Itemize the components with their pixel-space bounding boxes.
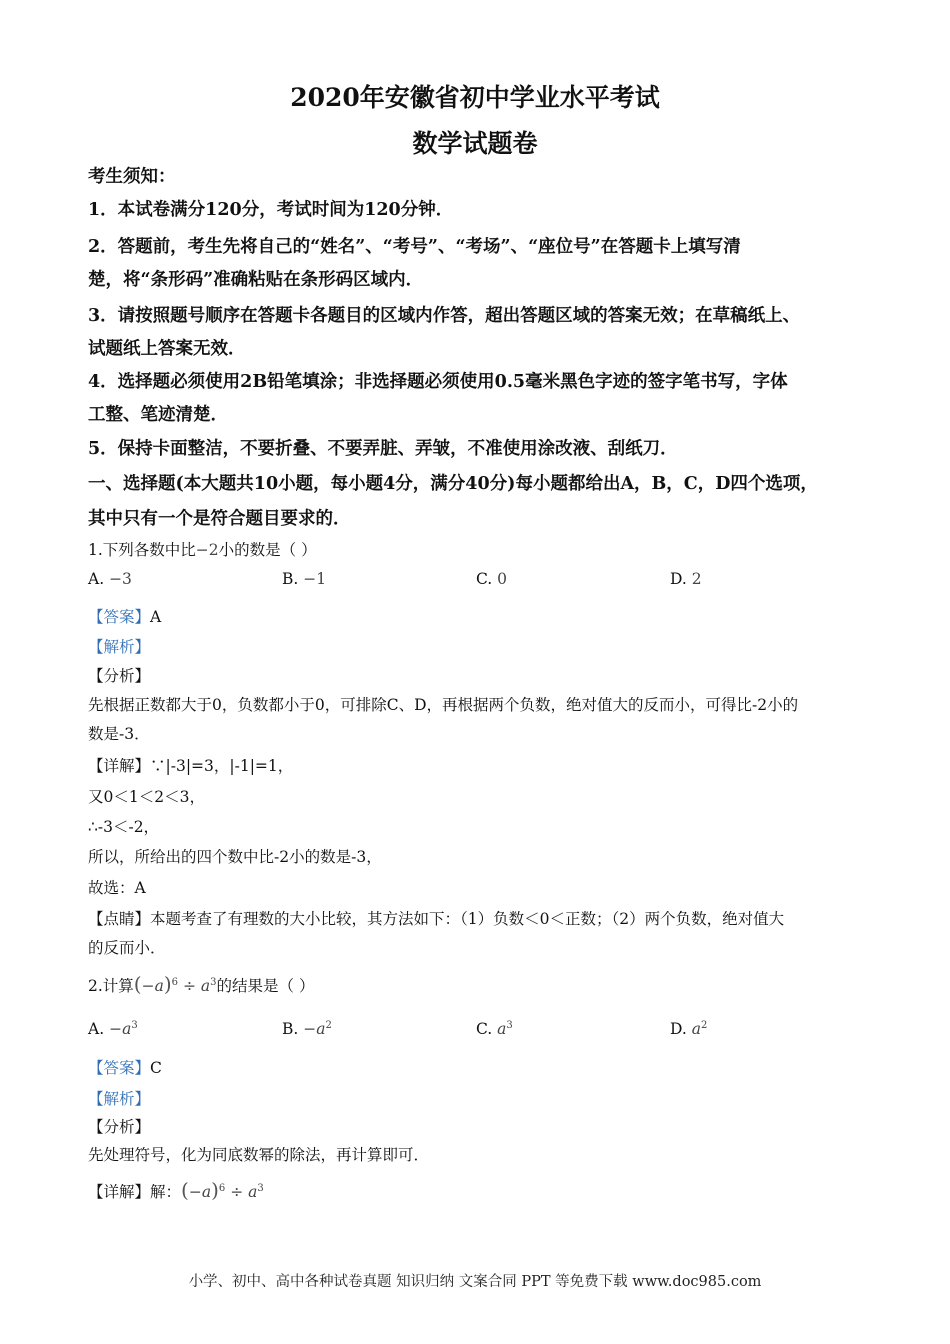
q1-detail: 所以，所给出的四个数中比-2小的数是-3，: [88, 848, 382, 866]
q1-fenxi-text: 数是-3．: [88, 725, 150, 743]
q1-dianjing: 的反而小．: [88, 939, 166, 957]
q1-detail: 【详解】∵|-3|=3，|-1|=1，: [88, 757, 294, 775]
q2-detail-expression: $(-a)^6 \div a^3$: [181, 1178, 264, 1202]
page-subtitle: 数学试题卷: [412, 129, 538, 158]
notice-item: 5．保持卡面整洁，不要折叠、不要弄脏、弄皱，不准使用涂改液、刮纸刀．: [88, 439, 678, 459]
q1-fenxi-text: 先根据正数都大于0，负数都小于0，可排除C、D，再根据两个负数，绝对值大的反而小，可得比-2小的: [88, 696, 799, 714]
q1-detail: 又0＜1＜2＜3，: [88, 788, 205, 806]
page-title: 2020年安徽省初中学业水平考试: [290, 83, 660, 112]
q1-fenxi-tag: 【分析】: [88, 667, 151, 685]
q1-detail: 故选：A: [88, 879, 146, 897]
notice-item: 1．本试卷满分120分，考试时间为120分钟．: [88, 200, 454, 220]
notice-item: 试题纸上答案无效．: [88, 339, 246, 359]
q2-fenxi-tag: 【分析】: [88, 1118, 151, 1136]
q2-fenxi-text: 先处理符号，化为同底数幂的除法，再计算即可．: [88, 1146, 430, 1164]
q1-answer: 【答案】A: [88, 608, 162, 626]
q1-dianjing: 【点睛】本题考查了有理数的大小比较，其方法如下：（1）负数＜0＜正数；（2）两个负数，绝对值大: [88, 910, 785, 928]
notice-item: 楚，将“条形码”准确粘贴在条形码区域内．: [88, 270, 424, 290]
section-heading: 一、选择题(本大题共10小题，每小题4分，满分40分)每小题都给出A，B，C，D四个选项，: [88, 474, 818, 494]
notice-item: 工整、笔迹清楚．: [88, 405, 228, 425]
notice-heading: 考生须知：: [88, 167, 176, 187]
q2-option-d: D. $a^2$: [670, 1020, 708, 1039]
q1-option-c: C. 0: [476, 570, 508, 588]
q1-option-a: A. −3: [88, 570, 132, 588]
q2-detail: 【详解】解：$(-a)^6 \div a^3$: [88, 1178, 264, 1202]
q1-detail: ∴-3＜-2，: [88, 818, 160, 836]
q2-option-b: B. $-a^2$: [282, 1020, 332, 1039]
page-footer: 小学、初中、高中各种试卷真题 知识归纳 文案合同 PPT 等免费下载 www.doc985.com: [188, 1274, 762, 1290]
q1-stem: 1.下列各数中比−2小的数是（ ）: [88, 541, 317, 559]
q1-option-d: D. 2: [670, 570, 702, 588]
q2-expression: $(-a)^6 \div a^3$: [133, 972, 217, 996]
notice-item: 3．请按照题号顺序在答题卡各题目的区域内作答，超出答题区域的答案无效；在草稿纸上、: [88, 306, 801, 326]
q1-option-b: B. −1: [282, 570, 327, 588]
q2-option-a: A. $-a^3$: [88, 1020, 138, 1039]
q2-answer: 【答案】C: [88, 1059, 162, 1077]
section-heading-cont: 其中只有一个是符合题目要求的．: [88, 509, 351, 529]
q2-analysis-tag: 【解析】: [88, 1090, 151, 1108]
q2-option-c: C. $a^3$: [476, 1020, 513, 1039]
q2-stem: 2.计算$(-a)^6 \div a^3$的结果是（ ）: [88, 972, 315, 996]
notice-item: 4．选择题必须使用2B铅笔填涂；非选择题必须使用0.5毫米黑色字迹的签字笔书写，字体: [88, 372, 788, 392]
q1-analysis-tag: 【解析】: [88, 638, 151, 656]
notice-item: 2．答题前，考生先将自己的“姓名”、“考号”、“考场”、“座位号”在答题卡上填写清: [88, 237, 741, 257]
q1-stem-number: −2: [195, 541, 219, 559]
